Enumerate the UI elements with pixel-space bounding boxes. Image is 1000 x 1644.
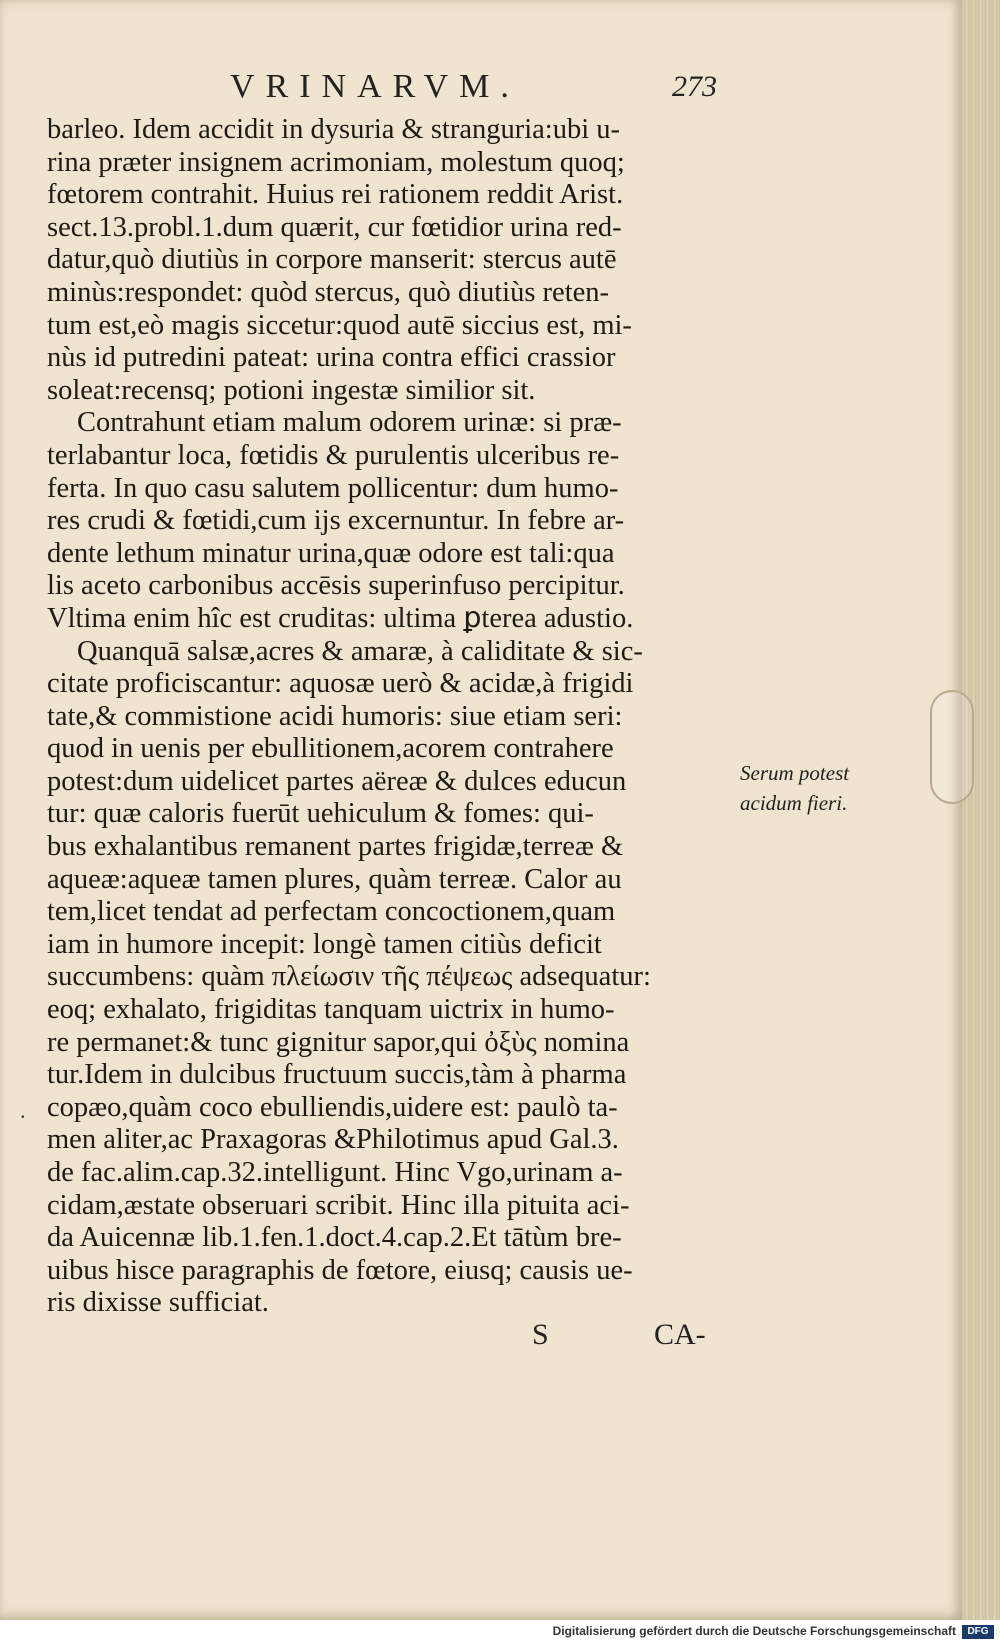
text-line: succumbens: quàm πλείωσιν τῆς πέψεως adsequatur: bbox=[47, 961, 651, 993]
text-line: lis aceto carbonibus accēsis superinfuso percipitur. bbox=[47, 570, 625, 602]
text-line: quod in uenis per ebullitionem,acorem contrahere bbox=[47, 733, 614, 765]
page-number: 273 bbox=[672, 70, 717, 103]
funding-credit: Digitalisierung gefördert durch die Deutsche Forschungsgemeinschaft bbox=[552, 1624, 956, 1638]
text-line: minùs:respondet: quòd stercus, quò diutiùs reten- bbox=[47, 276, 609, 308]
text-line: Quanquā salsæ,acres & amaræ, à caliditate & sic- bbox=[77, 635, 643, 667]
stray-mark: . bbox=[20, 1098, 26, 1123]
page-edge bbox=[962, 0, 1000, 1620]
text-line: bus exhalantibus remanent partes frigidæ,terreæ & bbox=[47, 831, 624, 863]
text-line: men aliter,ac Praxagoras &Philotimus apud Gal.3. bbox=[47, 1124, 619, 1156]
footer-bar bbox=[0, 1620, 1000, 1644]
text-line: cidam,æstate obseruari scribit. Hinc illa pituita aci- bbox=[47, 1189, 630, 1221]
text-line: aqueæ:aqueæ tamen plures, quàm terreæ. Calor au bbox=[47, 863, 622, 895]
marginal-note bbox=[740, 758, 870, 818]
text-line: ris dixisse sufficiat. bbox=[47, 1287, 269, 1319]
binding-clip bbox=[930, 690, 974, 804]
text-line: barleo. Idem accidit in dysuria & stranguria:ubi u- bbox=[47, 114, 620, 145]
text-line: Vltima enim hîc est cruditas: ultima ꝑterea adustio. bbox=[47, 602, 634, 634]
text-line: tur: quæ caloris fuerūt uehiculum & fomes: qui- bbox=[47, 798, 594, 830]
marginal-note-line: acidum fieri. bbox=[740, 791, 848, 815]
text-line: eoq; exhalato, frigiditas tanquam uictrix in humo- bbox=[47, 994, 615, 1026]
running-title: VRINARVM. bbox=[230, 68, 520, 105]
catchword: CA- bbox=[654, 1318, 706, 1351]
body-text bbox=[47, 114, 747, 1320]
text-line: tum est,eò magis siccetur:quod autē siccius est, mi- bbox=[47, 309, 632, 341]
marginal-note-line: Serum potest bbox=[740, 761, 850, 785]
text-line: res crudi & fœtidi,cum ijs excernuntur. In febre ar- bbox=[47, 505, 625, 537]
page-header bbox=[230, 68, 770, 108]
text-line: Contrahunt etiam malum odorem urinæ: si præ- bbox=[77, 407, 622, 439]
text-line: re permanet:& tunc gignitur sapor,qui ὀξὺς nomina bbox=[47, 1026, 630, 1058]
text-line: potest:dum uidelicet partes aëreæ & dulces educun bbox=[47, 765, 627, 797]
signature-mark: S bbox=[532, 1318, 549, 1351]
text-line: terlabantur loca, fœtidis & purulentis ulceribus re- bbox=[47, 439, 620, 471]
text-line: tem,licet tendat ad perfectam concoctionem,quam bbox=[47, 896, 616, 928]
text-line: fœtorem contrahit. Huius rei rationem reddit Arist. bbox=[47, 179, 624, 211]
text-line: rina præter insignem acrimoniam, molestum quoq; bbox=[47, 146, 625, 178]
text-line: uibus hisce paragraphis de fœtore, eiusq; causis ue- bbox=[47, 1254, 633, 1286]
text-line: ferta. In quo casu salutem pollicentur: dum humo- bbox=[47, 472, 619, 504]
dfg-logo-icon: DFG bbox=[962, 1625, 994, 1639]
text-line: soleat:recensq; potioni ingestæ similior sit. bbox=[47, 374, 536, 406]
text-line: iam in humore incepit: longè tamen citiùs deficit bbox=[47, 928, 602, 960]
text-line: citate proficiscantur: aquosæ uerò & acidæ,à frigidi bbox=[47, 668, 634, 700]
text-line: de fac.alim.cap.32.intelligunt. Hinc Vgo,urinam a- bbox=[47, 1157, 623, 1188]
text-line: tate,& commistione acidi humoris: siue etiam seri: bbox=[47, 700, 623, 732]
text-line: nùs id putredini pateat: urina contra effici crassior bbox=[47, 342, 616, 374]
text-line: da Auicennæ lib.1.fen.1.doct.4.cap.2.Et tātùm bre- bbox=[47, 1222, 622, 1254]
text-line: datur,quò diutiùs in corpore manserit: stercus autē bbox=[47, 244, 617, 276]
text-line: tur.Idem in dulcibus fructuum succis,tàm à pharma bbox=[47, 1059, 627, 1091]
text-line: dente lethum minatur urina,quæ odore est tali:qua bbox=[47, 537, 615, 569]
text-line: copæo,quàm coco ebulliendis,uidere est: paulò ta- bbox=[47, 1091, 618, 1123]
text-line: sect.13.probl.1.dum quærit, cur fœtidior urina red- bbox=[47, 211, 622, 243]
